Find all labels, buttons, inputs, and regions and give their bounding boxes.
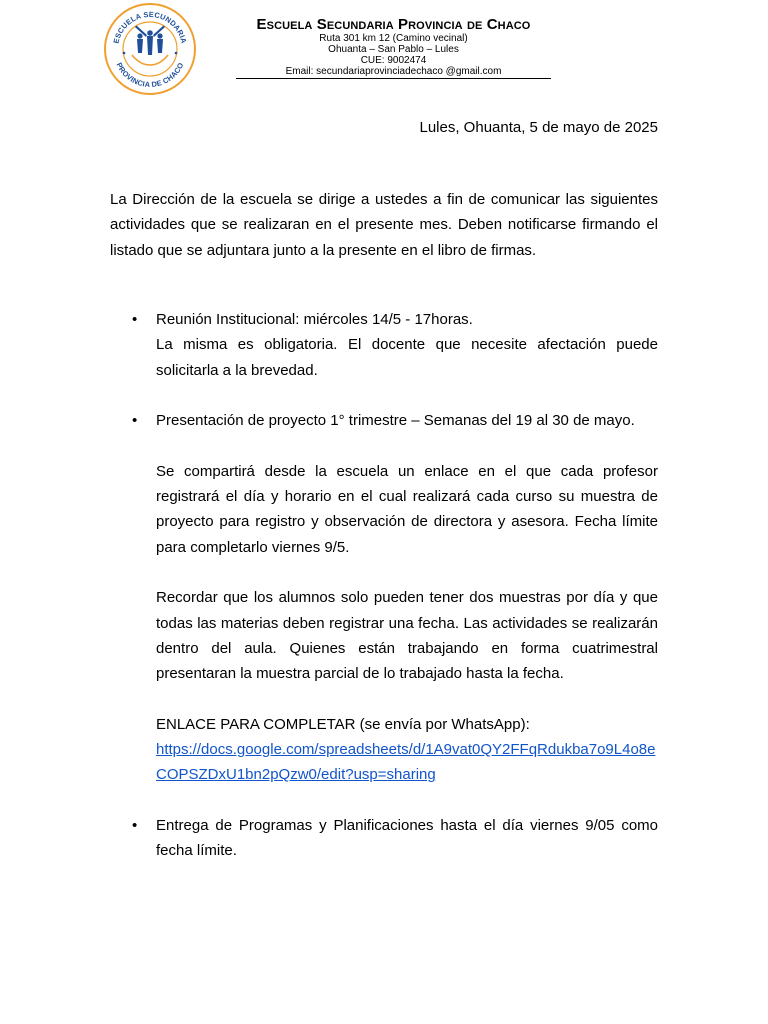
spacer: [156, 686, 658, 711]
list-item-programs: [110, 813, 658, 864]
spreadsheet-link[interactable]: https://docs.google.com/spreadsheets/d/1A9vat0QY2FFqRdukba7o9L4o8eCOPSZDxU1bn2pQzw0/edit?usp=sharing: [156, 741, 656, 784]
bullet-icon: •: [132, 311, 138, 328]
list-item-project: [110, 408, 658, 787]
school-logo: [102, 3, 198, 95]
programs-title: Entrega de Programas y Planificaciones hasta el día viernes 9/05 como fecha límite.: [156, 816, 658, 860]
project-paragraph-2: Recordar que los alumnos solo pueden tener dos muestras por día y que todas las materias deben registrar una fecha. Las actividades se realizarán dentro del aula. Quienes están trabajando en forma cuatrimestral presentaran la muestra parcial de lo trabajado hasta la fecha.: [156, 589, 658, 683]
meeting-title: Reunión Institucional: miércoles 14/5 - 17horas.: [156, 311, 473, 328]
list-item-meeting: [110, 307, 658, 383]
spacer: [156, 560, 658, 585]
spacer: [156, 433, 658, 458]
bullet-icon: •: [132, 412, 138, 430]
activities-list: [110, 307, 658, 864]
letterhead: [236, 16, 551, 79]
logo-top-text: ESCUELA SECUNDARIA: [111, 9, 189, 45]
meeting-note: La misma es obligatoria. El docente que necesite afectación puede solicitarla a la brevedad.: [156, 336, 658, 379]
project-paragraph-1: Se compartirá desde la escuela un enlace en el que cada profesor registrará el día y horario en el cual realizará cada curso su muestra de proyecto para registro y observación de directora y asesora. Fecha límite para completarlo viernes 9/5.: [156, 462, 658, 556]
school-name: Escuela Secundaria Provincia de Chaco: [256, 16, 531, 33]
spacer: [110, 788, 658, 813]
link-container: [156, 737, 658, 788]
spacer: [110, 383, 658, 408]
intro-paragraph: La Dirección de la escuela se dirige a ustedes a fin de comunicar las siguientes actividades que se realizaran en el presente mes. Deben notificarse firmando el listado que se adjuntara junto a la presente en el libro de firmas.: [110, 191, 658, 259]
school-email: Email: secundariaprovinciadechaco @gmail.com: [285, 66, 502, 77]
project-title: Presentación de proyecto 1° trimestre – Semanas del 19 al 30 de mayo.: [156, 412, 635, 430]
logo-bottom-text: PROVINCIA DE CHACO: [114, 61, 186, 90]
link-label: ENLACE PARA COMPLETAR (se envía por WhatsApp):: [156, 715, 530, 733]
school-locality: Ohuanta – San Pablo – Lules: [328, 44, 459, 55]
school-cue: CUE: 9002474: [360, 55, 427, 66]
letter-date: Lules, Ohuanta, 5 de mayo de 2025: [419, 119, 658, 136]
school-address: Ruta 301 km 12 (Camino vecinal): [319, 33, 468, 44]
bullet-icon: •: [132, 816, 138, 834]
